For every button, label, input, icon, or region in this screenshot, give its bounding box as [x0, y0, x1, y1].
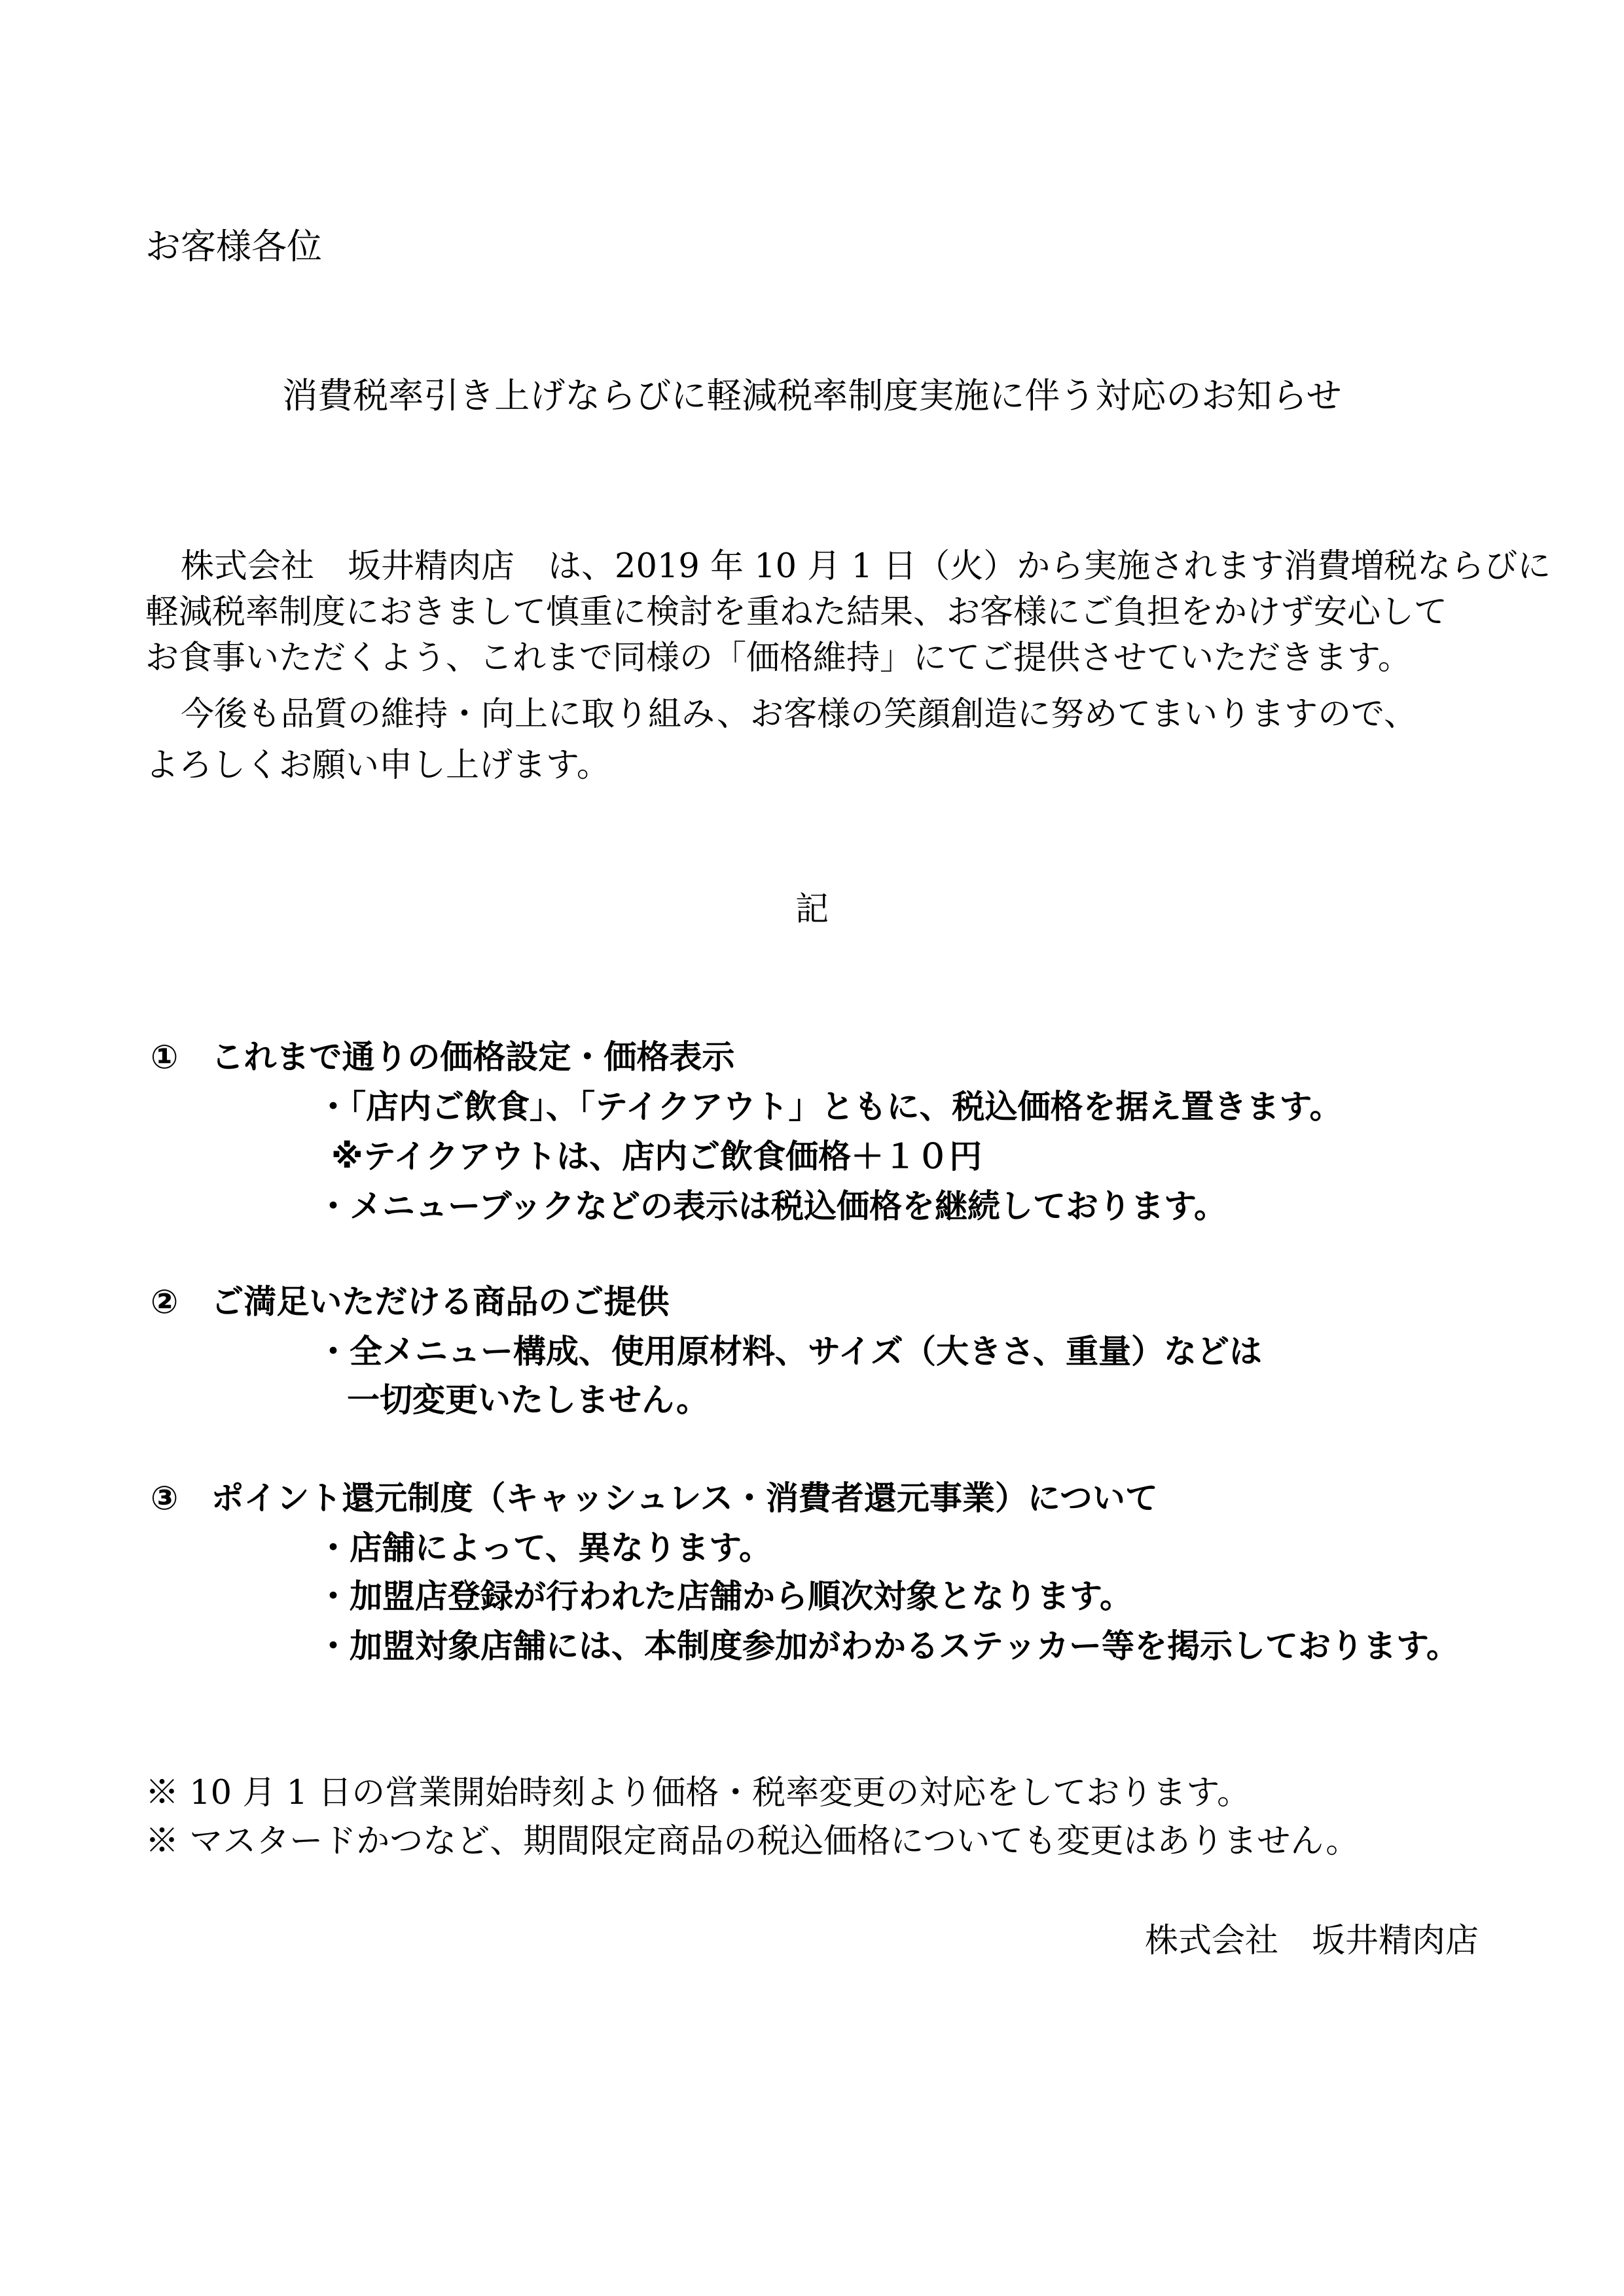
- item-heading: ③ ポイント還元制度（キャッシュレス・消費者還元事業）について: [151, 1479, 1158, 1517]
- item-line: ・加盟店登録が行われた店舗から順次対象となります。: [317, 1577, 1132, 1615]
- item-line: 一切変更いたしません。: [347, 1381, 709, 1419]
- item-line: ・店舗によって、異なります。: [317, 1529, 772, 1567]
- body-line: 今後も品質の維持・向上に取り組み、お客様の笑顔創造に努めてまいりますので、: [181, 695, 1418, 734]
- signature: 株式会社 坂井精肉店: [1144, 1922, 1479, 1960]
- item-line: ※テイクアウトは、店内ご飲食価格＋１０円: [331, 1138, 983, 1175]
- ki-heading: 記: [795, 890, 829, 929]
- item-line: ・「店内ご飲食」、「テイクアウト」ともに、税込価格を据え置きます。: [317, 1088, 1343, 1126]
- body-line: 軽減税率制度におきまして慎重に検討を重ねた結果、お客様にご負担をかけず安心して: [145, 593, 1448, 632]
- item-line: ・メニューブックなどの表示は税込価格を継続しております。: [317, 1187, 1227, 1225]
- note-line: ※ 10 月 1 日の営業開始時刻より価格・税率変更の対応をしております。: [145, 1774, 1251, 1812]
- item-heading: ① これまで通りの価格設定・価格表示: [151, 1038, 735, 1076]
- salutation: お客様各位: [145, 226, 322, 267]
- body-line: よろしくお願い申し上げます。: [145, 746, 610, 785]
- body-line: お食事いただくよう、これまで同様の「価格維持」にてご提供させていただきます。: [145, 639, 1411, 677]
- note-line: ※ マスタードかつなど、期間限定商品の税込価格についても変更はありません。: [145, 1822, 1360, 1861]
- document-title: 消費税率引き上げならびに軽減税率制度実施に伴う対応のお知らせ: [282, 375, 1342, 416]
- body-line: 株式会社 坂井精肉店 は、2019 年 10 月 1 日（火）から実施されます消費増税ならびに: [181, 547, 1551, 586]
- item-line: ・加盟対象店舗には、本制度参加がわかるステッカー等を掲示しております。: [317, 1627, 1459, 1665]
- item-heading: ② ご満足いただける商品のご提供: [151, 1283, 670, 1321]
- item-line: ・全メニュー構成、使用原材料、サイズ（大きさ、重量）などは: [317, 1333, 1262, 1371]
